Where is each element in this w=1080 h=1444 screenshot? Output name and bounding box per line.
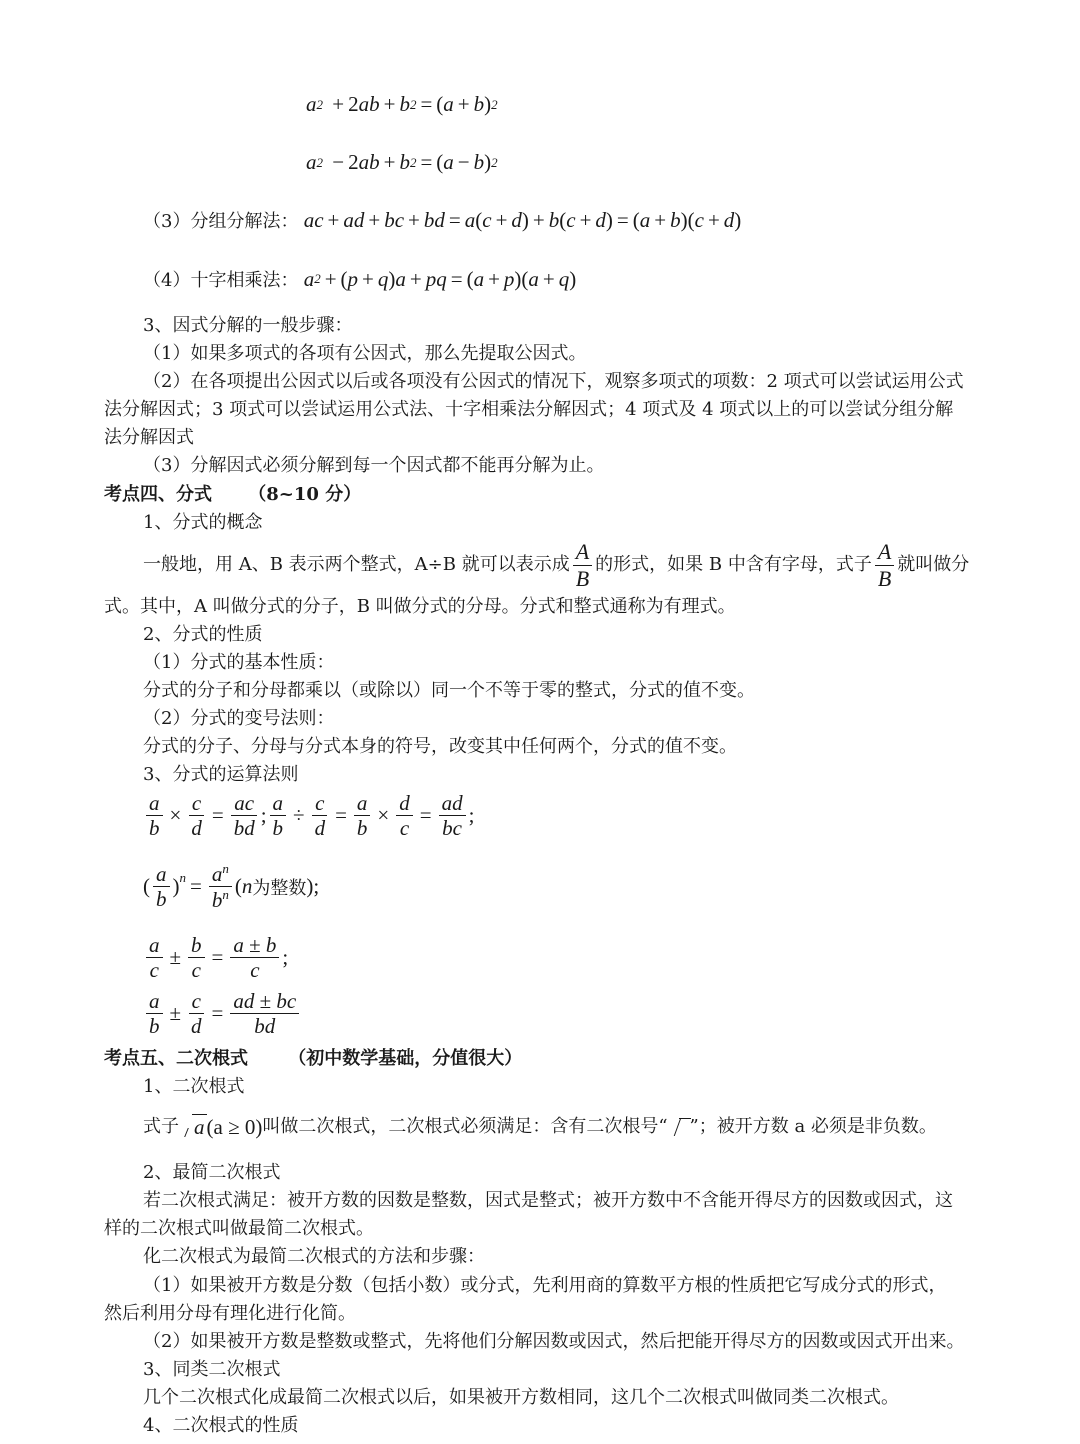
formula-cross: （4）十字相乘法： a 2 + ( p + q ) a + pq = ( a + p )( a + q )	[143, 266, 577, 291]
section5-title	[104, 1046, 522, 1072]
simplify-step1-line1: （1）如果被开方数是分数（包括小数）或分式，先利用商的算数平方根的性质把它写成分式的形式，	[143, 1275, 947, 1296]
formula-add-diff-denominator: a b ± $\frac{c}{d}$ = $\frac{ad \pm bc}{bd}$	[143, 990, 302, 1037]
fraction-def-part-c: 就叫做分	[897, 554, 970, 575]
fraction-a-over-b-1	[573, 540, 592, 589]
simplest-radical-line2: 样的二次根式叫做最简二次根式。	[104, 1218, 374, 1239]
formula-square-sum: a 2 + 2 ab + b 2 = ( a + b ) 2	[306, 92, 498, 116]
section4-property-heading: 2、分式的性质	[143, 624, 263, 645]
similar-radical-text: 几个二次根式化成最简二次根式以后，如果被开方数相同，这几个二次根式叫做同类二次根式。	[143, 1387, 899, 1408]
formula-mul-div: $\frac{a}{b}$ × $\frac{c}{d}$ = $\frac{ac}{bd}$ ; $\frac{a}{b}$ ÷ $\frac{c}{d}$ = $\frac{a}{b}$ × $\frac{d}{c}$ = $\frac{ad}{bc}$ ;	[143, 792, 474, 839]
section4-title	[104, 482, 361, 508]
formula-power: ( a b ) $^n$ = $\frac{a^n}{b^n}$ ( n 为整数 );	[143, 861, 320, 913]
fraction-def-part-a: 一般地，用 A、B 表示两个整式，A÷B 就可以表示成	[143, 554, 570, 575]
basic-property-heading: （1）分式的基本性质：	[143, 652, 335, 673]
sign-rule-text: 分式的分子、分母与分式本身的符号，改变其中任何两个，分式的值不变。	[143, 736, 737, 757]
cross-label: （4）十字相乘法：	[143, 270, 299, 291]
basic-property-text: 分式的分子和分母都乘以（或除以）同一个不等于零的整式，分式的值不变。	[143, 680, 755, 701]
section5-title-text: 考点五、二次根式	[104, 1048, 248, 1069]
sqrt-condition: (a ≥ 0)	[206, 1115, 263, 1139]
factor-steps-heading: 3、因式分解的一般步骤：	[143, 315, 353, 336]
operation-rules-heading: 3、分式的运算法则	[143, 764, 299, 785]
frac-num: A	[875, 540, 894, 565]
frac-den: B	[575, 565, 590, 591]
grouping-label: （3）分组分解法：	[143, 211, 299, 232]
simplify-step2: （2）如果被开方数是整数或整式，先将他们分解因数或因式，然后把能开得尽方的因数或因式开出来。	[143, 1331, 965, 1352]
section4-concept-heading: 1、分式的概念	[143, 512, 263, 533]
sign-rule-heading: （2）分式的变号法则：	[143, 708, 335, 729]
section5-radical-heading: 1、二次根式	[143, 1076, 245, 1097]
radical-def-part-c: ”；被开方数 a 必须是非负数。	[689, 1116, 937, 1137]
simplify-method-heading: 化二次根式为最简二次根式的方法和步骤：	[143, 1246, 485, 1267]
frac-num: A	[573, 540, 592, 565]
fraction-definition-line	[143, 540, 969, 590]
radical-definition-line	[143, 1114, 937, 1140]
fraction-def-part-b: 的形式，如果 B 中含有字母，式子	[595, 554, 872, 575]
formula-square-diff: a 2 − 2 ab + b 2 = ( a − b ) 2	[306, 150, 498, 174]
frac-den: B	[877, 565, 892, 591]
factor-step-2-line3: 法分解因式	[104, 427, 194, 448]
sqrt-a-expression: a	[181, 1114, 207, 1140]
fraction-a-over-b-2	[875, 540, 894, 589]
factor-step-2-line2: 法分解因式；3 项式可以尝试运用公式法、十字相乘法分解因式；4 项式及 4 项式以上的可以尝试分组分解	[104, 399, 954, 420]
simplify-step1-line2: 然后利用分母有理化进行化简。	[104, 1303, 356, 1324]
section4-score: （8~10 分）	[248, 484, 362, 505]
formula-grouping: （3）分组分解法： ac + ad + bc + bd = a ( c + d ) + b ( c + d ) = ( a + b )( c + d )	[143, 207, 742, 232]
similar-radical-heading: 3、同类二次根式	[143, 1359, 281, 1380]
simplest-radical-line1: 若二次根式满足：被开方数的因数是整数，因式是整式；被开方数中不含能开得尽方的因数或因式，这	[143, 1190, 953, 1211]
radical-def-part-b: 叫做二次根式，二次根式必须满足：含有二次根号“	[262, 1116, 668, 1137]
radical-sign-icon	[668, 1116, 690, 1138]
factor-step-1: （1）如果多项式的各项有公因式，那么先提取公因式。	[143, 343, 587, 364]
factor-step-3: （3）分解因式必须分解到每一个因式都不能再分解为止。	[143, 455, 605, 476]
fraction-definition-line2: 式。其中，A 叫做分式的分子，B 叫做分式的分母。分式和整式通称为有理式。	[104, 596, 736, 617]
simplest-radical-heading: 2、最简二次根式	[143, 1162, 281, 1183]
radical-properties-heading: 4、二次根式的性质	[143, 1415, 299, 1436]
factor-step-2-line1: （2）在各项提出公因式以后或各项没有公因式的情况下，观察多项式的项数：2 项式可以尝试运用公式	[143, 371, 964, 392]
formula-add-same-denominator: a c ± $\frac{b}{c}$ = $\frac{a \pm b}{c}$ ;	[143, 934, 288, 981]
section5-score: （初中数学基础，分值很大）	[288, 1048, 523, 1069]
radical-def-part-a: 式子	[143, 1116, 179, 1137]
section4-title-text: 考点四、分式	[104, 484, 212, 505]
